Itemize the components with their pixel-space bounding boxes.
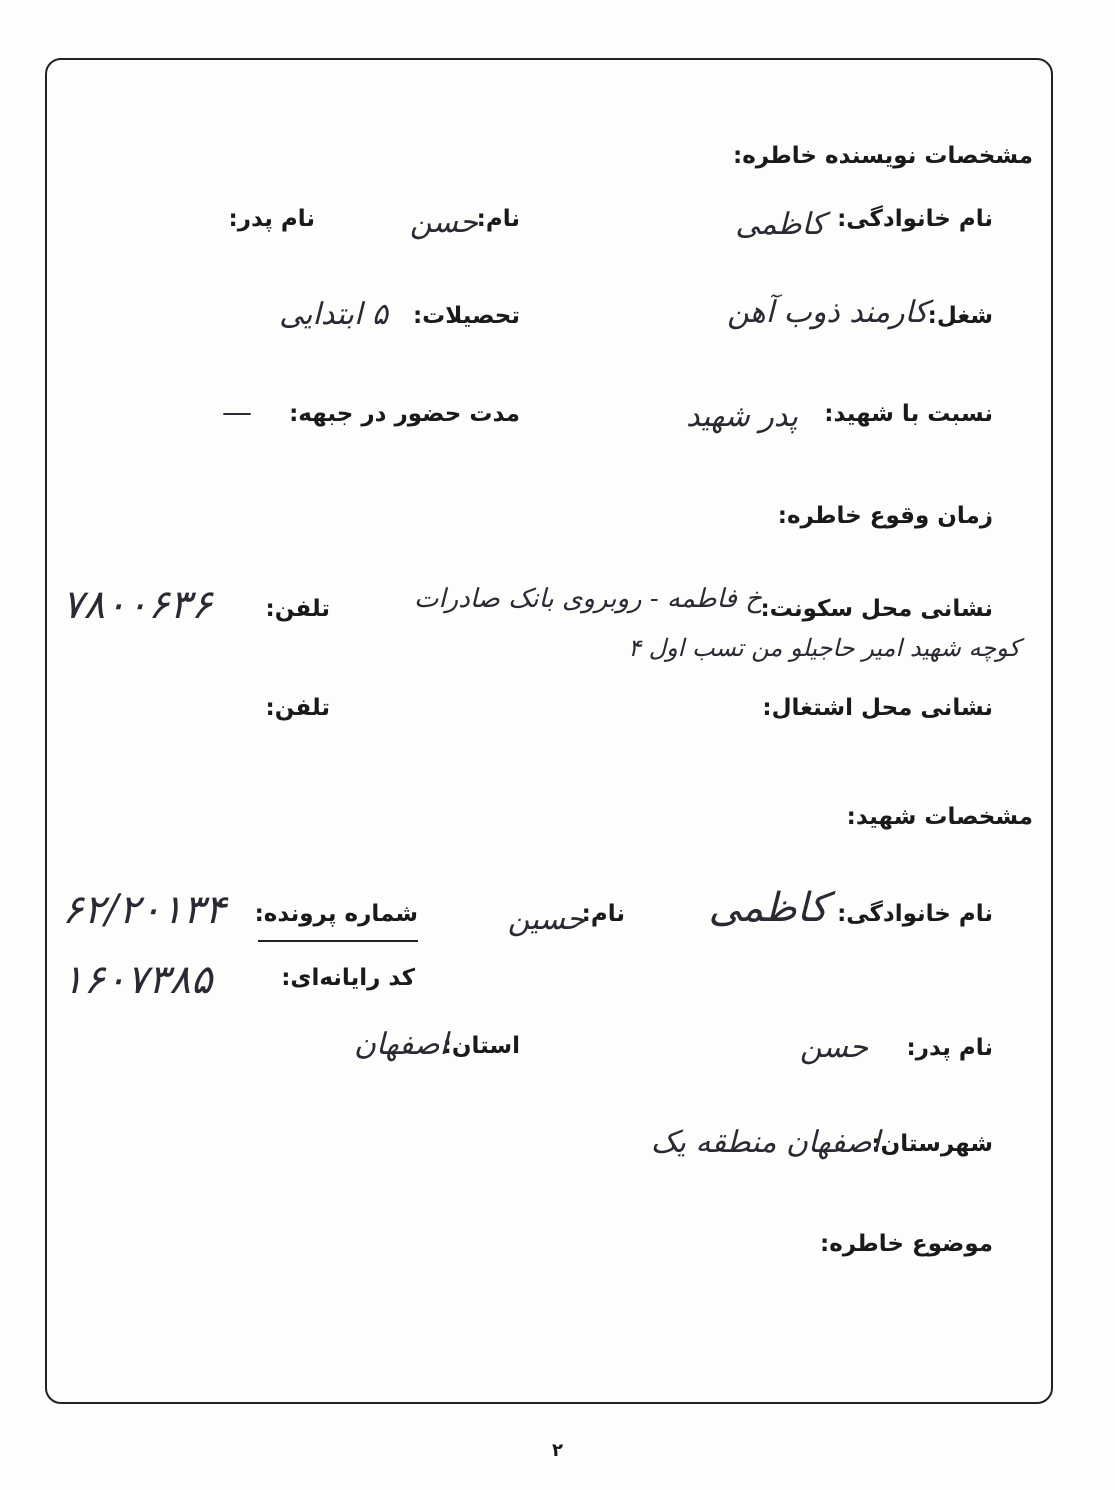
martyr-city-label: شهرستان: xyxy=(871,1131,993,1157)
writer-work-phone-label: تلفن: xyxy=(265,695,330,721)
martyr-name-value: حسین xyxy=(507,902,585,937)
file-number-underline xyxy=(258,940,418,942)
writer-name-value: حسن xyxy=(409,205,478,240)
page-number: ۲ xyxy=(552,1440,563,1461)
writer-relation-label: نسبت با شهید: xyxy=(824,401,993,427)
martyr-family-value: کاظمی xyxy=(708,885,828,931)
martyr-father-value: حسن xyxy=(799,1030,868,1065)
martyr-file-label: شماره پرونده: xyxy=(254,901,418,927)
martyr-heading: مشخصات شهید: xyxy=(846,804,1033,830)
martyr-province-label: استان: xyxy=(442,1033,520,1059)
martyr-name-label: نام: xyxy=(581,901,625,927)
writer-education-value: ۵ ابتدایی xyxy=(279,297,388,332)
writer-father-label: نام پدر: xyxy=(228,206,315,232)
writer-duration-label: مدت حضور در جبهه: xyxy=(289,401,520,427)
martyr-code-label: کد رایانه‌ای: xyxy=(281,965,415,991)
martyr-province-value: اصفهان xyxy=(354,1027,448,1062)
writer-home-phone-value: ۷۸۰۰۶۳۶ xyxy=(62,582,213,628)
writer-home-phone-label: تلفن: xyxy=(265,596,330,622)
writer-job-label: شغل: xyxy=(927,303,993,329)
writer-family-value: کاظمی xyxy=(735,207,825,242)
martyr-file-value: ۶۲/۲۰۱۳۴ xyxy=(62,887,226,933)
martyr-family-label: نام خانوادگی: xyxy=(837,901,993,927)
martyr-father-label: نام پدر: xyxy=(906,1035,993,1061)
writer-duration-value: — xyxy=(222,395,252,430)
form-frame xyxy=(45,58,1053,1404)
martyr-subject-label: موضوع خاطره: xyxy=(820,1231,993,1257)
writer-home-address-line1: خ فاطمه - روبروی بانک صادرات xyxy=(413,584,762,614)
writer-education-label: تحصیلات: xyxy=(412,303,520,329)
writer-name-label: نام: xyxy=(476,206,520,232)
writer-heading: مشخصات نویسنده خاطره: xyxy=(733,143,1033,169)
writer-home-address-line2: کوچه شهید امیر حاجیلو من تسب اول ۴ xyxy=(628,634,1020,662)
writer-job-value: کارمند ذوب آهن xyxy=(727,295,928,330)
writer-home-address-label: نشانی محل سکونت: xyxy=(760,596,993,622)
writer-memory-time-label: زمان وقوع خاطره: xyxy=(777,503,993,529)
martyr-code-value: ۱۶۰۷۳۸۵ xyxy=(62,957,213,1003)
writer-family-label: نام خانوادگی: xyxy=(837,206,993,232)
martyr-city-value: اصفهان منطقه یک xyxy=(650,1125,880,1160)
writer-relation-value: پدر شهید xyxy=(686,399,798,434)
writer-work-address-label: نشانی محل اشتغال: xyxy=(762,695,993,721)
